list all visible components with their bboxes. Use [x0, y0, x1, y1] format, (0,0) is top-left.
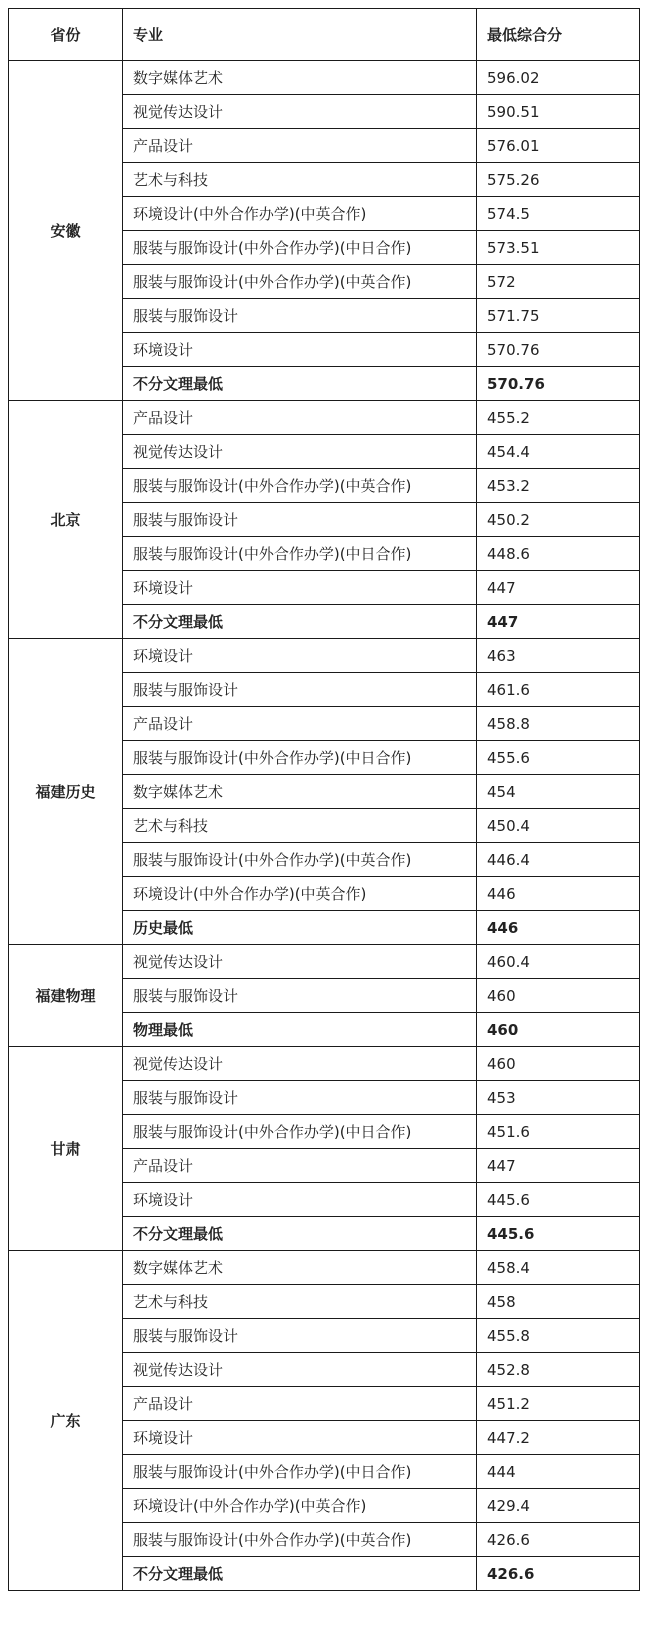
major-cell: 艺术与科技 — [123, 809, 477, 843]
major-cell: 服装与服饰设计(中外合作办学)(中日合作) — [123, 537, 477, 571]
score-cell: 590.51 — [477, 95, 640, 129]
score-cell: 447 — [477, 571, 640, 605]
major-cell: 产品设计 — [123, 401, 477, 435]
summary-label: 历史最低 — [123, 911, 477, 945]
summary-score: 460 — [477, 1013, 640, 1047]
header-row — [9, 9, 640, 61]
summary-score: 447 — [477, 605, 640, 639]
major-cell: 艺术与科技 — [123, 163, 477, 197]
score-cell: 458.8 — [477, 707, 640, 741]
major-cell: 服装与服饰设计 — [123, 1081, 477, 1115]
major-cell: 视觉传达设计 — [123, 1047, 477, 1081]
major-cell: 环境设计 — [123, 571, 477, 605]
summary-score: 446 — [477, 911, 640, 945]
summary-score: 570.76 — [477, 367, 640, 401]
score-cell: 455.8 — [477, 1319, 640, 1353]
score-cell: 447.2 — [477, 1421, 640, 1455]
major-cell: 环境设计(中外合作办学)(中英合作) — [123, 877, 477, 911]
summary-label: 物理最低 — [123, 1013, 477, 1047]
province-cell: 福建历史 — [9, 639, 123, 945]
major-cell: 服装与服饰设计(中外合作办学)(中英合作) — [123, 469, 477, 503]
score-cell: 455.2 — [477, 401, 640, 435]
score-cell: 570.76 — [477, 333, 640, 367]
summary-label: 不分文理最低 — [123, 1217, 477, 1251]
score-cell: 455.6 — [477, 741, 640, 775]
score-cell: 573.51 — [477, 231, 640, 265]
major-cell: 服装与服饰设计 — [123, 673, 477, 707]
score-cell: 576.01 — [477, 129, 640, 163]
table-body — [9, 61, 640, 1591]
major-cell: 服装与服饰设计(中外合作办学)(中英合作) — [123, 265, 477, 299]
major-cell: 数字媒体艺术 — [123, 61, 477, 95]
table-row — [9, 945, 640, 979]
major-cell: 环境设计 — [123, 333, 477, 367]
major-cell: 环境设计 — [123, 1421, 477, 1455]
score-cell: 453 — [477, 1081, 640, 1115]
major-cell: 数字媒体艺术 — [123, 775, 477, 809]
major-cell: 服装与服饰设计(中外合作办学)(中日合作) — [123, 741, 477, 775]
summary-score: 445.6 — [477, 1217, 640, 1251]
major-cell: 产品设计 — [123, 1387, 477, 1421]
score-cell: 574.5 — [477, 197, 640, 231]
summary-label: 不分文理最低 — [123, 367, 477, 401]
province-cell: 广东 — [9, 1251, 123, 1591]
summary-label: 不分文理最低 — [123, 605, 477, 639]
major-cell: 产品设计 — [123, 707, 477, 741]
score-table — [8, 8, 640, 1591]
major-cell: 服装与服饰设计(中外合作办学)(中英合作) — [123, 843, 477, 877]
score-cell: 426.6 — [477, 1523, 640, 1557]
province-cell: 甘肃 — [9, 1047, 123, 1251]
score-cell: 451.2 — [477, 1387, 640, 1421]
major-cell: 数字媒体艺术 — [123, 1251, 477, 1285]
summary-label: 不分文理最低 — [123, 1557, 477, 1591]
table-row — [9, 639, 640, 673]
major-cell: 服装与服饰设计 — [123, 299, 477, 333]
score-cell: 446.4 — [477, 843, 640, 877]
score-cell: 460.4 — [477, 945, 640, 979]
major-cell: 服装与服饰设计(中外合作办学)(中日合作) — [123, 1455, 477, 1489]
score-cell: 446 — [477, 877, 640, 911]
major-cell: 视觉传达设计 — [123, 945, 477, 979]
major-cell: 服装与服饰设计 — [123, 979, 477, 1013]
major-cell: 服装与服饰设计 — [123, 1319, 477, 1353]
score-cell: 448.6 — [477, 537, 640, 571]
summary-score: 426.6 — [477, 1557, 640, 1591]
table-row — [9, 401, 640, 435]
major-cell: 环境设计 — [123, 639, 477, 673]
header-province: 省份 — [9, 9, 123, 61]
major-cell: 环境设计(中外合作办学)(中英合作) — [123, 197, 477, 231]
score-cell: 461.6 — [477, 673, 640, 707]
score-cell: 444 — [477, 1455, 640, 1489]
major-cell: 服装与服饰设计(中外合作办学)(中日合作) — [123, 1115, 477, 1149]
score-cell: 460 — [477, 979, 640, 1013]
score-cell: 450.2 — [477, 503, 640, 537]
major-cell: 视觉传达设计 — [123, 95, 477, 129]
score-cell: 445.6 — [477, 1183, 640, 1217]
table-row — [9, 1251, 640, 1285]
table-row — [9, 1047, 640, 1081]
score-cell: 429.4 — [477, 1489, 640, 1523]
score-cell: 575.26 — [477, 163, 640, 197]
score-cell: 452.8 — [477, 1353, 640, 1387]
score-cell: 447 — [477, 1149, 640, 1183]
province-cell: 福建物理 — [9, 945, 123, 1047]
score-cell: 454 — [477, 775, 640, 809]
header-major: 专业 — [123, 9, 477, 61]
province-cell: 北京 — [9, 401, 123, 639]
major-cell: 艺术与科技 — [123, 1285, 477, 1319]
score-cell: 463 — [477, 639, 640, 673]
major-cell: 产品设计 — [123, 1149, 477, 1183]
major-cell: 视觉传达设计 — [123, 1353, 477, 1387]
score-cell: 453.2 — [477, 469, 640, 503]
score-cell: 596.02 — [477, 61, 640, 95]
table-row — [9, 61, 640, 95]
major-cell: 服装与服饰设计(中外合作办学)(中日合作) — [123, 231, 477, 265]
score-cell: 450.4 — [477, 809, 640, 843]
major-cell: 环境设计(中外合作办学)(中英合作) — [123, 1489, 477, 1523]
score-cell: 572 — [477, 265, 640, 299]
header-score: 最低综合分 — [477, 9, 640, 61]
score-cell: 458.4 — [477, 1251, 640, 1285]
major-cell: 产品设计 — [123, 129, 477, 163]
major-cell: 环境设计 — [123, 1183, 477, 1217]
score-cell: 454.4 — [477, 435, 640, 469]
score-cell: 571.75 — [477, 299, 640, 333]
score-cell: 460 — [477, 1047, 640, 1081]
major-cell: 服装与服饰设计 — [123, 503, 477, 537]
province-cell: 安徽 — [9, 61, 123, 401]
score-cell: 451.6 — [477, 1115, 640, 1149]
score-cell: 458 — [477, 1285, 640, 1319]
major-cell: 视觉传达设计 — [123, 435, 477, 469]
major-cell: 服装与服饰设计(中外合作办学)(中英合作) — [123, 1523, 477, 1557]
